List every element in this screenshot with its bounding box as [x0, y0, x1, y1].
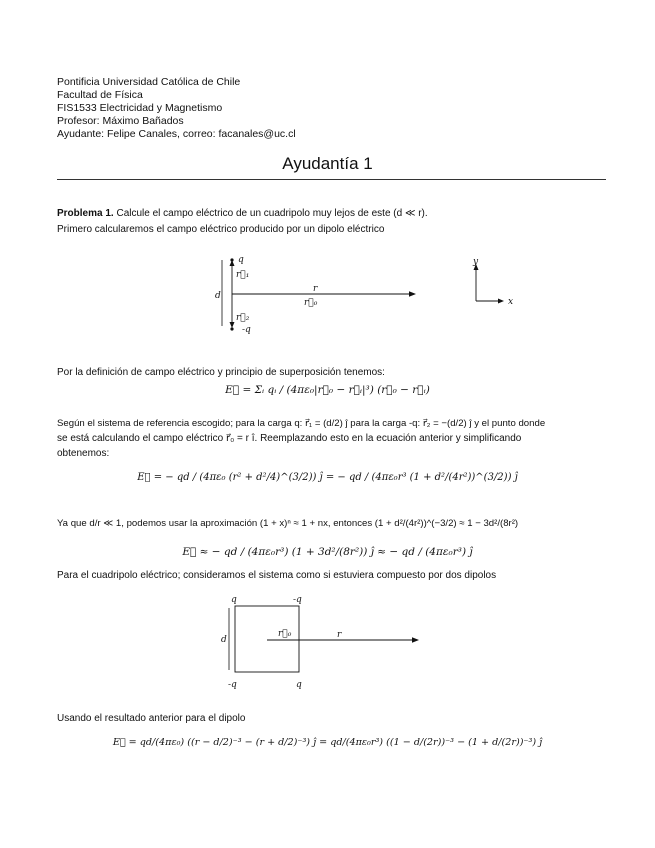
label-r: r [337, 630, 342, 640]
label-r0: r⃗₀ [278, 629, 292, 639]
x-axis-arrowhead [498, 299, 504, 304]
label-q-bottom: -q [242, 325, 251, 335]
header-university: Pontificia Universidad Católica de Chile [57, 76, 241, 88]
label-q-tr: -q [293, 595, 302, 605]
charge-neg-q-dot [230, 327, 233, 330]
problem-statement [57, 208, 428, 219]
paragraph-reference-1: Según el sistema de referencia escogido; para la carga q: r⃗₁ = (d/2) ĵ para la carga -q: r⃗₂ = −(d/2) ĵ y el punto donde [57, 418, 546, 429]
paragraph-approximation: Ya que d/r ≪ 1, podemos usar la aproximación (1 + x)ⁿ ≈ 1 + nx, entonces (1 + d²/(4r²))^(−3/2) ≈ 1 − 3d²/(8r²) [57, 518, 519, 529]
header-assistant: Ayudante: Felipe Canales, correo: facanales@uc.cl [57, 128, 296, 140]
dipole-diagram [200, 250, 530, 342]
equation-quadrupole: E⃗ = qd/(4πε₀) ((r − d/2)⁻³ − (r + d/2)⁻³) ĵ = qd/(4πε₀r³) ((1 − d/(2r))⁻³ − (1 + d/(2r))⁻³) ĵ [112, 737, 543, 748]
problem-label: Problema 1. [57, 208, 114, 219]
label-r0: r⃗₀ [304, 298, 318, 308]
equation-dipole-field: E⃗ = − qd / (4πε₀ (r² + d²/4)^(3/2)) ĵ = − qd / (4πε₀r³ (1 + d²/(4r²))^(3/2)) ĵ [137, 472, 518, 483]
label-axis-y: y [473, 257, 479, 267]
paragraph-superposition: Por la definición de campo eléctrico y principio de superposición tenemos: [57, 367, 385, 378]
r0-arrowhead [409, 291, 416, 296]
label-r1: r⃗₁ [236, 270, 250, 280]
header-professor: Profesor: Máximo Bañados [57, 115, 184, 127]
page-title: Ayudantía 1 [282, 154, 373, 173]
equation-dipole-approx: E⃗ ≈ − qd / (4πε₀r³) (1 + 3d²/(8r²)) ĵ ≈ − qd / (4πε₀r³) ĵ [182, 546, 473, 558]
problem-intro: Primero calcularemos el campo eléctrico producido por un dipolo eléctrico [57, 224, 385, 235]
paragraph-using-result: Usando el resultado anterior para el dipolo [57, 713, 246, 724]
paragraph-reference-2: se está calculando el campo eléctrico r⃗₀ = r î. Reemplazando esto en la ecuación anterior y simplificando [57, 433, 522, 444]
equation-superposition: E⃗ = Σᵢ qᵢ / (4πε₀|r⃗₀ − r⃗ᵢ|³) (r⃗₀ − r⃗ᵢ) [225, 384, 430, 396]
charge-q-dot [230, 258, 233, 261]
r0-arrowhead [412, 637, 419, 642]
label-r: r [313, 284, 318, 294]
label-axis-x: x [508, 297, 514, 307]
label-q-tl: q [231, 595, 237, 605]
label-q-bl: -q [228, 680, 237, 690]
label-d: d [221, 635, 227, 645]
label-q-br: q [296, 680, 302, 690]
quadrupole-square [235, 606, 299, 672]
paragraph-quadrupole: Para el cuadripolo eléctrico; consideramos el sistema como si estuviera compuesto por dos dipolos [57, 570, 497, 581]
header-course: FIS1533 Electricidad y Magnetismo [57, 102, 223, 114]
label-r2: r⃗₂ [236, 313, 250, 323]
problem-text: Calcule el campo eléctrico de un cuadripolo muy lejos de este (d ≪ r). [113, 208, 428, 219]
quadrupole-diagram [215, 592, 430, 692]
title-rule [57, 179, 606, 180]
paragraph-reference-3: obtenemos: [57, 448, 110, 459]
label-q-top: q [238, 255, 244, 265]
header-faculty: Facultad de Física [57, 89, 143, 101]
label-d: d [215, 291, 221, 301]
r2-arrowhead [230, 322, 235, 328]
